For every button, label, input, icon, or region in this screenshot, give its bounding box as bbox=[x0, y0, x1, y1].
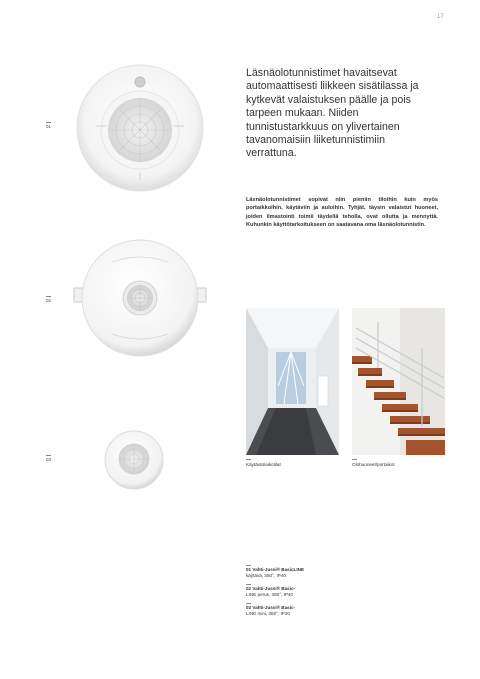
sensor-image-01 bbox=[74, 62, 206, 194]
spec-01-name: 01 Vahti-Jussi® BasicLINE bbox=[246, 567, 305, 573]
body-paragraph: Läsnäolotunnistimet sopivat niin pieniin tiloihin kuin myös portaikkoihin, käytäviin ja auloihin. Tyhjät, täysin valaistut huoneet, joiden ilmastointi toimii täydellä teholla, ovat ollutta ja mennyttä. Kuhunkin käyttötarkoitukseen on saatavana oma läsnäolotunnistin. bbox=[246, 197, 438, 229]
marker-02 bbox=[46, 296, 51, 303]
staircase-photo bbox=[352, 308, 445, 455]
spec-03-name: 03 Vahti-Jussi® Basic- bbox=[246, 605, 296, 611]
spec-02-name: 02 Vahti-Jussi® Basic- bbox=[246, 586, 296, 592]
spec-01-detail: käytävä, 360°, IP40 bbox=[246, 573, 286, 579]
marker-03 bbox=[46, 455, 51, 462]
spec-03 bbox=[246, 603, 326, 618]
marker-01-label: 01 bbox=[46, 124, 52, 130]
page-number: 17 bbox=[437, 14, 444, 20]
spec-01 bbox=[246, 565, 326, 580]
caption-right bbox=[352, 459, 395, 468]
caption-left-text: Käytävät/aikotilat bbox=[246, 461, 281, 467]
spec-02 bbox=[246, 584, 326, 599]
marker-02-label: 02 bbox=[46, 298, 52, 304]
caption-left bbox=[246, 459, 281, 468]
marker-01 bbox=[46, 122, 51, 129]
corridor-photo bbox=[246, 308, 339, 455]
spec-02-detail: LINE perus, 360°, IP40 bbox=[246, 592, 294, 598]
caption-right-text: Olohuoneet/portaikot bbox=[352, 461, 395, 467]
marker-03-label: 03 bbox=[46, 457, 52, 463]
sensor-image-02 bbox=[72, 236, 208, 362]
sensor-image-03 bbox=[102, 428, 166, 492]
spec-03-detail: LINE mini, 360°, IP20 bbox=[246, 611, 290, 617]
lead-paragraph: Läsnäolotunnistimet havaitsevat automaattisesti liikkeen sisätilassa ja kytkevät valaistuksen päälle ja pois tarpeen mukaan. Niiden tunnistustarkkuus on ylivertainen tavanomaisiin liiketunnistimiin verrattuna. bbox=[246, 67, 419, 160]
